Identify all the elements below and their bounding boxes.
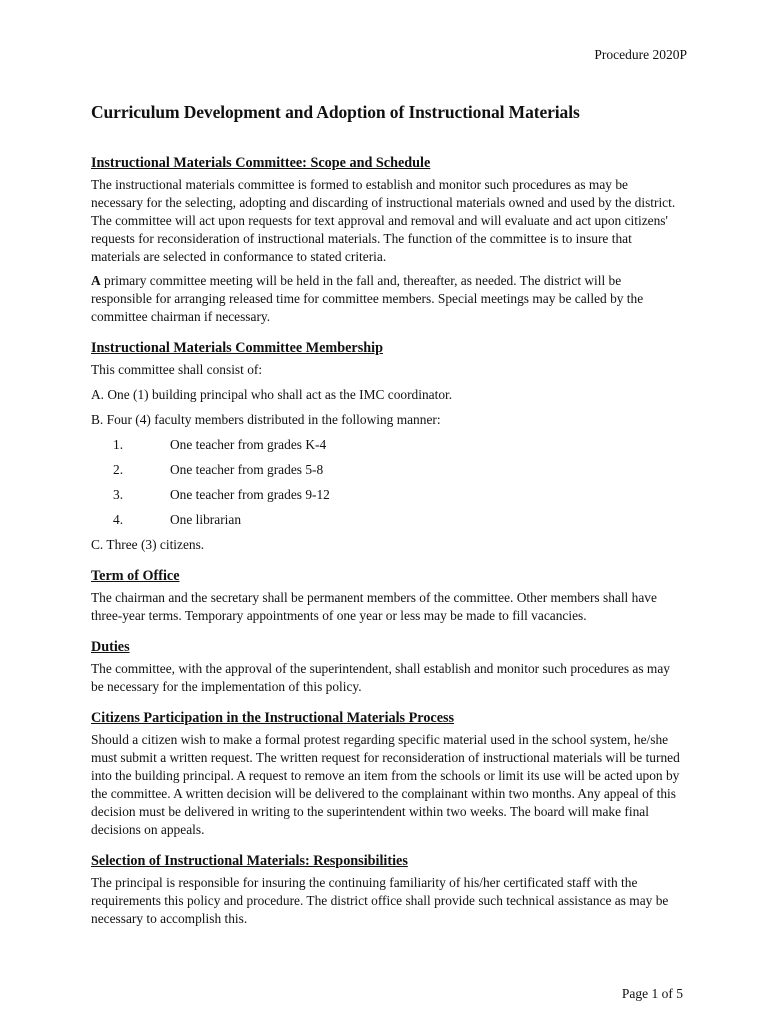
- list-item: [91, 461, 681, 479]
- paragraph: The instructional materials committee is formed to establish and monitor such procedures as may be necessary for the selecting, adopting and discarding of instructional materials owned and used by the district. The committee will act upon requests for text approval and removal and will evaluate and act upon citizens' requests for reconsideration of instructional materials. The function of the committee is to insure that materials are selected in conformance to stated criteria.: [91, 177, 676, 264]
- procedure-number: Procedure 2020P: [594, 47, 687, 62]
- list-text: One teacher from grades 9-12: [170, 487, 330, 502]
- membership-item-a: A. One (1) building principal who shall act as the IMC coordinator.: [91, 387, 453, 402]
- membership-item-c: C. Three (3) citizens.: [91, 537, 205, 552]
- section-selection: [91, 853, 681, 928]
- paragraph-text: primary committee meeting will be held in the fall and, thereafter, as needed. The district will be responsible for arranging released time for committee members. Special meetings may be called by the committee chairman if necessary.: [91, 273, 644, 324]
- list-item: [91, 511, 681, 529]
- paragraph: The chairman and the secretary shall be permanent members of the committee. Other members shall have three-year terms. Temporary appointments of one year or less may be made to fill vacancies.: [91, 590, 657, 623]
- document-body: [91, 102, 681, 938]
- paragraph-lead-letter: A: [91, 273, 101, 288]
- page-number: Page 1 of 5: [621, 986, 683, 1001]
- list-text: One teacher from grades 5-8: [170, 462, 324, 477]
- paragraph: [91, 272, 681, 326]
- membership-item-b: B. Four (4) faculty members distributed in the following manner:: [91, 412, 441, 427]
- section-citizens: [91, 710, 681, 839]
- section-membership: [91, 340, 681, 554]
- section-term: [91, 568, 681, 625]
- section-heading: Instructional Materials Committee Membership: [91, 340, 383, 356]
- list-text: One librarian: [170, 512, 242, 527]
- paragraph: Should a citizen wish to make a formal protest regarding specific material used in the school system, he/she must submit a written request. The written request for reconsideration of instructional materials will be turned into the building principal. A request to remove an item from the schools or limit its use will be acted upon by the committee. A written decision will be delivered to the complainant within two months. Any appeal of this decision must be delivered in writing to the superintendent within two weeks. The board will make final decisions on appeals.: [91, 732, 680, 837]
- section-heading: Selection of Instructional Materials: Responsibilities: [91, 853, 408, 869]
- paragraph: The committee, with the approval of the superintendent, shall establish and monitor such procedures as may be necessary for the implementation of this policy.: [91, 661, 670, 694]
- list-number: 4.: [113, 512, 124, 527]
- membership-intro: This committee shall consist of:: [91, 362, 263, 377]
- list-number: 2.: [113, 462, 124, 477]
- list-text: One teacher from grades K-4: [170, 437, 327, 452]
- paragraph: The principal is responsible for insuring the continuing familiarity of his/her certificated staff with the requirements this policy and procedure. The district office shall provide such technical assistance as may be necessary to accomplish this.: [91, 875, 669, 926]
- section-duties: [91, 639, 681, 696]
- list-item: [91, 486, 681, 504]
- section-heading: Instructional Materials Committee: Scope and Schedule: [91, 155, 431, 171]
- list-number: 3.: [113, 487, 124, 502]
- section-heading: Citizens Participation in the Instructional Materials Process: [91, 710, 455, 726]
- document-title: Curriculum Development and Adoption of Instructional Materials: [91, 102, 580, 122]
- section-heading: Term of Office: [91, 568, 180, 584]
- list-item: [91, 436, 681, 454]
- section-scope: [91, 155, 681, 326]
- list-number: 1.: [113, 437, 124, 452]
- section-heading: Duties: [91, 639, 130, 655]
